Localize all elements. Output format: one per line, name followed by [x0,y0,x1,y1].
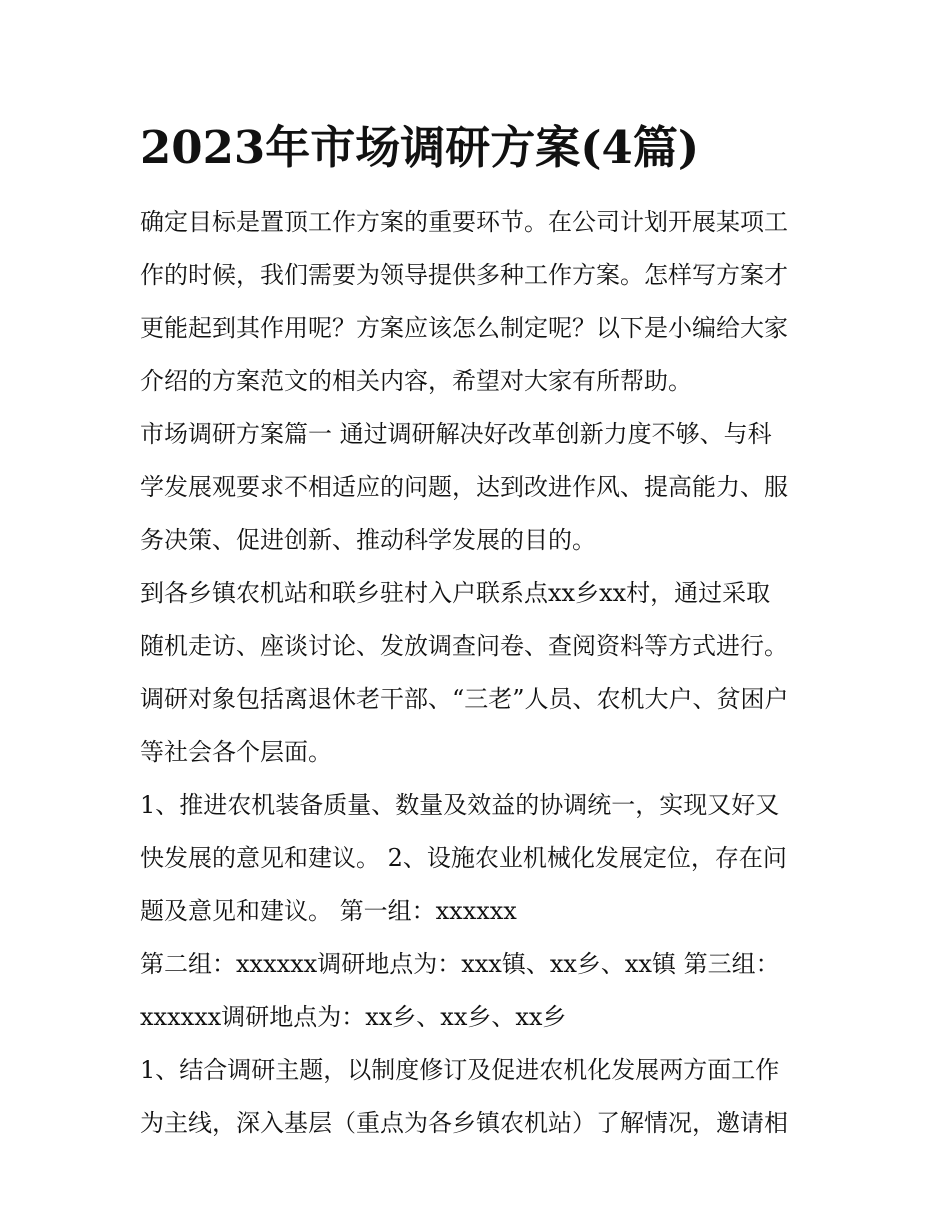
body-line: 务决策、促进创新、推动科学发展的目的。 [140,526,596,554]
body-line: 作的时候，我们需要为领导提供多种工作方案。怎样写方案才 [140,261,788,289]
body-line: 调研对象包括离退休老干部、“三老”人员、农机大户、贫困户 [140,685,789,713]
body-line: 1、结合调研主题，以制度修订及促进农机化发展两方面工作 [140,1056,780,1084]
body-line: 到各乡镇农机站和联乡驻村入户联系点xx乡xx村，通过采取 [140,579,771,607]
body-line: xxxxxx调研地点为：xx乡、xx乡、xx乡 [140,1003,567,1031]
body-line: 确定目标是置顶工作方案的重要环节。在公司计划开展某项工 [140,208,788,236]
body-line: 随机走访、座谈讨论、发放调查问卷、查阅资料等方式进行。 [140,632,788,660]
body-line: 介绍的方案范文的相关内容，希望对大家有所帮助。 [140,367,692,395]
body-line: 1、推进农机装备质量、数量及效益的协调统一，实现又好又 [140,791,780,819]
body-line: 快发展的意见和建议。 2、设施农业机械化发展定位，存在问 [140,844,787,872]
body-line: 第二组：xxxxxx调研地点为：xxx镇、xx乡、xx镇 第三组： [140,950,780,978]
body-line: 等社会各个层面。 [140,738,332,766]
body-line: 题及意见和建议。 第一组：xxxxxx [140,897,517,925]
body-line: 更能起到其作用呢？方案应该怎么制定呢？以下是小编给大家 [140,314,788,342]
body-line: 为主线，深入基层（重点为各乡镇农机站）了解情况，邀请相 [140,1109,788,1137]
document-title: 2023年市场调研方案(4篇) [140,121,700,174]
body-line: 学发展观要求不相适应的问题，达到改进作风、提高能力、服 [140,473,788,501]
body-line: 市场调研方案篇一 通过调研解决好改革创新力度不够、与科 [140,420,772,448]
document-body [140,196,820,1150]
